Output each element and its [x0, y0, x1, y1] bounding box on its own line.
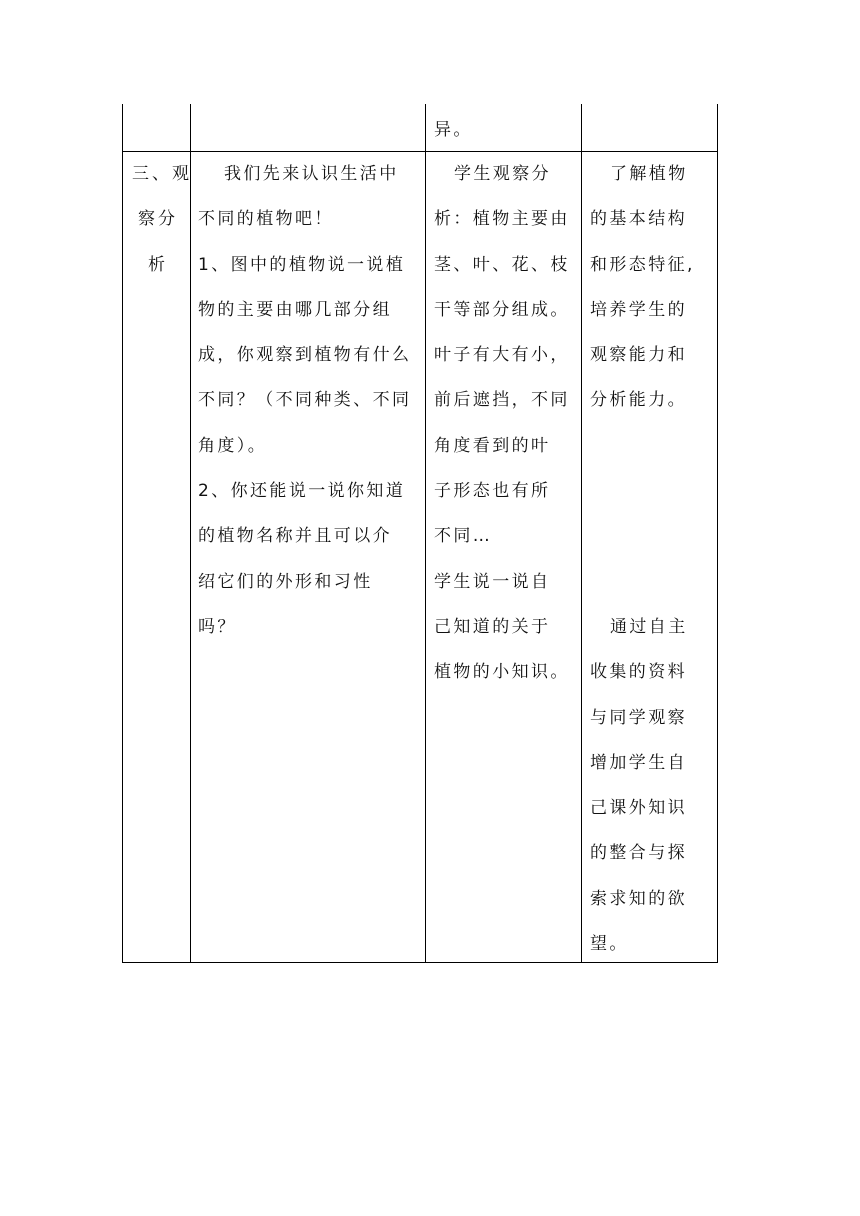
table-border-right: [717, 104, 718, 963]
phase-line: 析: [148, 254, 168, 275]
teacher-line: 我们先来认识生活中: [224, 164, 399, 184]
purpose-line: 分析能力。: [590, 390, 687, 411]
teacher-line: 1、图中的植物说一说植: [198, 254, 406, 275]
lesson-plan-table: [122, 104, 718, 964]
blank-line: [590, 560, 716, 605]
teacher-line: 成，你观察到植物有什么: [198, 345, 412, 366]
student-line: 前后遮挡，不同: [434, 390, 570, 411]
design-purpose-cell: [590, 152, 716, 967]
teacher-line: 角度）。: [198, 435, 268, 456]
teacher-line: 物的主要由哪几部分组: [198, 299, 392, 320]
student-line: 不同…: [434, 526, 493, 547]
purpose-line: 了解植物: [610, 164, 688, 184]
student-line: 角度看到的叶: [434, 435, 551, 456]
teacher-activity-cell: [198, 152, 422, 650]
previous-row-student-cell: [434, 108, 473, 153]
blank-line: [590, 469, 716, 514]
purpose-line: 己课外知识: [590, 798, 687, 819]
purpose-line: 培养学生的: [590, 299, 687, 320]
purpose-line: 望。: [590, 934, 629, 955]
purpose-line: 的基本结构: [590, 209, 687, 230]
purpose-line: 与同学观察: [590, 707, 687, 728]
purpose-line: 的整合与探: [590, 843, 687, 864]
teacher-line: 不同的植物吧！: [198, 209, 334, 230]
purpose-line: 增加学生自: [590, 752, 687, 773]
teacher-line: 不同？（不同种类、不同: [198, 390, 412, 411]
purpose-line: 收集的资料: [590, 662, 687, 683]
table-border-left: [122, 104, 123, 963]
student-line: 析：植物主要由: [434, 209, 570, 230]
purpose-line: 索求知的欲: [590, 888, 687, 909]
student-activity-cell: [434, 152, 579, 696]
column-divider-2: [425, 104, 426, 963]
phase-line: 三、观: [132, 164, 192, 184]
student-line: 干等部分组成。: [434, 299, 570, 320]
phase-cell: [128, 152, 192, 288]
purpose-line: 观察能力和: [590, 345, 687, 366]
phase-line: 察分: [138, 209, 178, 230]
teacher-line: 绍它们的外形和习性: [198, 571, 373, 592]
student-line: 己知道的关于: [434, 616, 551, 637]
column-divider-3: [581, 104, 582, 963]
student-line: 学生观察分: [454, 164, 551, 184]
column-divider-1: [190, 104, 191, 963]
purpose-line: 和形态特征,: [590, 254, 695, 275]
student-line: 子形态也有所: [434, 481, 551, 502]
teacher-line: 2、你还能说一说你知道: [198, 481, 406, 502]
teacher-line: 的植物名称并且可以介: [198, 526, 392, 547]
student-line: 学生说一说自: [434, 571, 551, 592]
cell-line: 异。: [434, 120, 473, 140]
blank-line: [590, 514, 716, 559]
student-line: 植物的小知识。: [434, 662, 570, 683]
teacher-line: 吗？: [198, 616, 237, 637]
student-line: 茎、叶、花、枝: [434, 254, 570, 275]
purpose-line: 通过自主: [610, 616, 688, 637]
blank-line: [590, 424, 716, 469]
student-line: 叶子有大有小，: [434, 345, 570, 366]
